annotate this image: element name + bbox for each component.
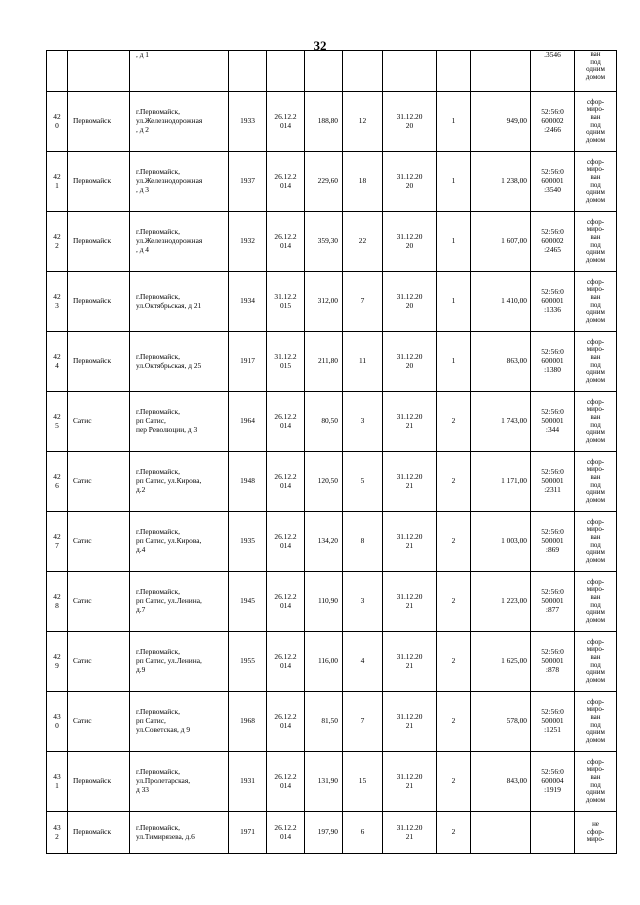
table-row bbox=[47, 152, 617, 212]
row-number-cell: 43 2 bbox=[47, 812, 68, 854]
status-cell: сфор- миро- ван под одним домом bbox=[575, 272, 617, 332]
area-cell: 211,80 bbox=[305, 332, 343, 392]
town-cell: Сатис bbox=[68, 512, 130, 572]
deadline-cell: 31.12.20 20 bbox=[383, 212, 437, 272]
date-cell: 26.12.2 014 bbox=[267, 812, 305, 854]
cost-cell: 1 607,00 bbox=[471, 212, 531, 272]
year-cell: 1964 bbox=[229, 392, 267, 452]
cost-cell: 1 625,00 bbox=[471, 632, 531, 692]
deadline-cell: 31.12.20 21 bbox=[383, 692, 437, 752]
area-cell: 131,90 bbox=[305, 752, 343, 812]
town-cell: Первомайск bbox=[68, 812, 130, 854]
cost-cell bbox=[471, 812, 531, 854]
row-number-cell: 43 0 bbox=[47, 692, 68, 752]
cadastral-cell: 52:56:0 600001 :3540 bbox=[531, 152, 575, 212]
year-cell: 1948 bbox=[229, 452, 267, 512]
table-row-partial-top bbox=[47, 51, 617, 92]
row-number-cell: 42 4 bbox=[47, 332, 68, 392]
address-cell: г.Первомайск, ул.Пролетарская, д 33 bbox=[130, 752, 229, 812]
area-cell: 81,50 bbox=[305, 692, 343, 752]
status-cell: сфор- миро- ван под одним домом bbox=[575, 152, 617, 212]
stage-cell: 1 bbox=[437, 212, 471, 272]
count-cell: 3 bbox=[343, 572, 383, 632]
stage-cell: 2 bbox=[437, 692, 471, 752]
address-cell: г.Первомайск, рп Сатис, ул.Советская, д 9 bbox=[130, 692, 229, 752]
town-cell: Первомайск bbox=[68, 752, 130, 812]
cadastral-cell: 52:56:0 600004 :1919 bbox=[531, 752, 575, 812]
count-cell: 8 bbox=[343, 512, 383, 572]
year-cell: 1935 bbox=[229, 512, 267, 572]
deadline-cell: 31.12.20 21 bbox=[383, 512, 437, 572]
address-cell: г.Первомайск, рп Сатис, ул.Кирова, д.4 bbox=[130, 512, 229, 572]
count-cell: 3 bbox=[343, 392, 383, 452]
address-cell: г.Первомайск, ул.Октябрьская, д 21 bbox=[130, 272, 229, 332]
status-cell: сфор- миро- ван под одним домом bbox=[575, 392, 617, 452]
table-row bbox=[47, 572, 617, 632]
row-number-cell: 42 3 bbox=[47, 272, 68, 332]
row-number-cell: 43 1 bbox=[47, 752, 68, 812]
count-cell: 7 bbox=[343, 272, 383, 332]
cadastral-cell: 52:56:0 500001 :869 bbox=[531, 512, 575, 572]
deadline-cell: 31.12.20 20 bbox=[383, 92, 437, 152]
cadastral-cell: 52:56:0 600002 :2465 bbox=[531, 212, 575, 272]
table-row-partial-bottom bbox=[47, 812, 617, 854]
cost-cell: 1 223,00 bbox=[471, 572, 531, 632]
stage-cell: 1 bbox=[437, 152, 471, 212]
row-number-cell: 42 6 bbox=[47, 452, 68, 512]
address-cell: г.Первомайск, ул.Октябрьская, д 25 bbox=[130, 332, 229, 392]
cadastral-cell bbox=[531, 812, 575, 854]
table-row bbox=[47, 752, 617, 812]
date-cell: 26.12.2 014 bbox=[267, 572, 305, 632]
town-cell: Сатис bbox=[68, 692, 130, 752]
town-cell: Первомайск bbox=[68, 152, 130, 212]
address-cell: г.Первомайск, ул.Железнодорожная , д 4 bbox=[130, 212, 229, 272]
stage-cell: 1 bbox=[437, 332, 471, 392]
deadline-cell: 31.12.20 21 bbox=[383, 632, 437, 692]
cadastral-cell: 52:56:0 600002 :2466 bbox=[531, 92, 575, 152]
year-cell: 1937 bbox=[229, 152, 267, 212]
status-cell: сфор- миро- ван под одним домом bbox=[575, 332, 617, 392]
address-cell: г.Первомайск, ул.Тимирязева, д.6 bbox=[130, 812, 229, 854]
status-cell: ван под одним домом bbox=[575, 51, 617, 92]
status-cell: сфор- миро- ван под одним домом bbox=[575, 632, 617, 692]
count-cell: 6 bbox=[343, 812, 383, 854]
cost-cell: 863,00 bbox=[471, 332, 531, 392]
year-cell: 1955 bbox=[229, 632, 267, 692]
status-cell: сфор- миро- ван под одним домом bbox=[575, 212, 617, 272]
area-cell: 110,90 bbox=[305, 572, 343, 632]
cadastral-cell: .3546 bbox=[531, 51, 575, 92]
stage-cell: 1 bbox=[437, 92, 471, 152]
table-row bbox=[47, 332, 617, 392]
cost-cell: 1 743,00 bbox=[471, 392, 531, 452]
date-cell: 26.12.2 014 bbox=[267, 92, 305, 152]
table-row bbox=[47, 272, 617, 332]
cost-cell: 1 003,00 bbox=[471, 512, 531, 572]
date-cell: 26.12.2 014 bbox=[267, 392, 305, 452]
deadline-cell: 31.12.20 20 bbox=[383, 152, 437, 212]
table-row bbox=[47, 92, 617, 152]
deadline-cell: 31.12.20 20 bbox=[383, 272, 437, 332]
address-cell: г.Первомайск, ул.Железнодорожная , д 3 bbox=[130, 152, 229, 212]
table-row bbox=[47, 212, 617, 272]
date-cell: 26.12.2 014 bbox=[267, 152, 305, 212]
status-cell: сфор- миро- ван под одним домом bbox=[575, 512, 617, 572]
table-row bbox=[47, 452, 617, 512]
date-cell: 26.12.2 014 bbox=[267, 512, 305, 572]
registry-table bbox=[46, 50, 617, 854]
cost-cell: 843,00 bbox=[471, 752, 531, 812]
cadastral-cell: 52:56:0 500001 :2311 bbox=[531, 452, 575, 512]
cadastral-cell: 52:56:0 600001 :1380 bbox=[531, 332, 575, 392]
deadline-cell: 31.12.20 21 bbox=[383, 812, 437, 854]
count-cell: 12 bbox=[343, 92, 383, 152]
year-cell: 1968 bbox=[229, 692, 267, 752]
year-cell: 1934 bbox=[229, 272, 267, 332]
status-cell: сфор- миро- ван под одним домом bbox=[575, 452, 617, 512]
stage-cell: 2 bbox=[437, 452, 471, 512]
date-cell: 26.12.2 014 bbox=[267, 212, 305, 272]
cadastral-cell: 52:56:0 500001 :877 bbox=[531, 572, 575, 632]
count-cell: 18 bbox=[343, 152, 383, 212]
area-cell: 80,50 bbox=[305, 392, 343, 452]
year-cell: 1932 bbox=[229, 212, 267, 272]
area-cell: 197,90 bbox=[305, 812, 343, 854]
area-cell: 229,60 bbox=[305, 152, 343, 212]
count-cell: 11 bbox=[343, 332, 383, 392]
count-cell: 7 bbox=[343, 692, 383, 752]
status-cell: не сфор- миро- bbox=[575, 812, 617, 854]
date-cell: 26.12.2 014 bbox=[267, 752, 305, 812]
deadline-cell: 31.12.20 21 bbox=[383, 752, 437, 812]
page-number: 32 bbox=[313, 38, 327, 53]
stage-cell: 2 bbox=[437, 752, 471, 812]
cadastral-cell: 52:56:0 500001 :344 bbox=[531, 392, 575, 452]
date-cell: 31.12.2 015 bbox=[267, 272, 305, 332]
cadastral-cell: 52:56:0 500001 :878 bbox=[531, 632, 575, 692]
town-cell: Первомайск bbox=[68, 212, 130, 272]
town-cell: Сатис bbox=[68, 572, 130, 632]
area-cell: 188,80 bbox=[305, 92, 343, 152]
cadastral-cell: 52:56:0 600001 :1336 bbox=[531, 272, 575, 332]
area-cell: 116,00 bbox=[305, 632, 343, 692]
address-cell: г.Первомайск, ул.Железнодорожная , д 2 bbox=[130, 92, 229, 152]
deadline-cell: 31.12.20 21 bbox=[383, 392, 437, 452]
status-cell: сфор- миро- ван под одним домом bbox=[575, 572, 617, 632]
count-cell: 4 bbox=[343, 632, 383, 692]
town-cell: Первомайск bbox=[68, 332, 130, 392]
count-cell: 22 bbox=[343, 212, 383, 272]
date-cell: 26.12.2 014 bbox=[267, 692, 305, 752]
address-cell: , д 1 bbox=[130, 51, 229, 92]
area-cell: 120,50 bbox=[305, 452, 343, 512]
town-cell: Первомайск bbox=[68, 272, 130, 332]
row-number-cell: 42 0 bbox=[47, 92, 68, 152]
row-number-cell: 42 5 bbox=[47, 392, 68, 452]
cost-cell: 578,00 bbox=[471, 692, 531, 752]
cadastral-cell: 52:56:0 500001 :1251 bbox=[531, 692, 575, 752]
row-number-cell: 42 1 bbox=[47, 152, 68, 212]
stage-cell: 2 bbox=[437, 632, 471, 692]
deadline-cell: 31.12.20 21 bbox=[383, 572, 437, 632]
cost-cell: 1 410,00 bbox=[471, 272, 531, 332]
stage-cell: 1 bbox=[437, 272, 471, 332]
row-number-cell: 42 2 bbox=[47, 212, 68, 272]
count-cell: 5 bbox=[343, 452, 383, 512]
year-cell: 1945 bbox=[229, 572, 267, 632]
year-cell: 1933 bbox=[229, 92, 267, 152]
area-cell: 359,30 bbox=[305, 212, 343, 272]
table-row bbox=[47, 692, 617, 752]
date-cell: 26.12.2 014 bbox=[267, 452, 305, 512]
stage-cell: 2 bbox=[437, 392, 471, 452]
cost-cell: 949,00 bbox=[471, 92, 531, 152]
status-cell: сфор- миро- ван под одним домом bbox=[575, 692, 617, 752]
table-row bbox=[47, 632, 617, 692]
year-cell: 1917 bbox=[229, 332, 267, 392]
address-cell: г.Первомайск, рп Сатис, ул.Ленина, д.9 bbox=[130, 632, 229, 692]
address-cell: г.Первомайск, рп Сатис, пер Революции, д 3 bbox=[130, 392, 229, 452]
table-row bbox=[47, 392, 617, 452]
row-number-cell: 42 8 bbox=[47, 572, 68, 632]
row-number-cell: 42 9 bbox=[47, 632, 68, 692]
stage-cell: 2 bbox=[437, 572, 471, 632]
address-cell: г.Первомайск, рп Сатис, ул.Кирова, д.2 bbox=[130, 452, 229, 512]
area-cell: 134,20 bbox=[305, 512, 343, 572]
stage-cell: 2 bbox=[437, 512, 471, 572]
town-cell: Первомайск bbox=[68, 92, 130, 152]
count-cell: 15 bbox=[343, 752, 383, 812]
date-cell: 31.12.2 015 bbox=[267, 332, 305, 392]
table-row bbox=[47, 512, 617, 572]
deadline-cell: 31.12.20 21 bbox=[383, 452, 437, 512]
year-cell: 1931 bbox=[229, 752, 267, 812]
deadline-cell: 31.12.20 20 bbox=[383, 332, 437, 392]
status-cell: сфор- миро- ван под одним домом bbox=[575, 92, 617, 152]
status-cell: сфор- миро- ван под одним домом bbox=[575, 752, 617, 812]
cost-cell: 1 238,00 bbox=[471, 152, 531, 212]
row-number-cell: 42 7 bbox=[47, 512, 68, 572]
address-cell: г.Первомайск, рп Сатис, ул.Ленина, д.7 bbox=[130, 572, 229, 632]
cost-cell: 1 171,00 bbox=[471, 452, 531, 512]
stage-cell: 2 bbox=[437, 812, 471, 854]
town-cell: Сатис bbox=[68, 392, 130, 452]
area-cell: 312,00 bbox=[305, 272, 343, 332]
date-cell: 26.12.2 014 bbox=[267, 632, 305, 692]
town-cell: Сатис bbox=[68, 452, 130, 512]
town-cell: Сатис bbox=[68, 632, 130, 692]
year-cell: 1971 bbox=[229, 812, 267, 854]
